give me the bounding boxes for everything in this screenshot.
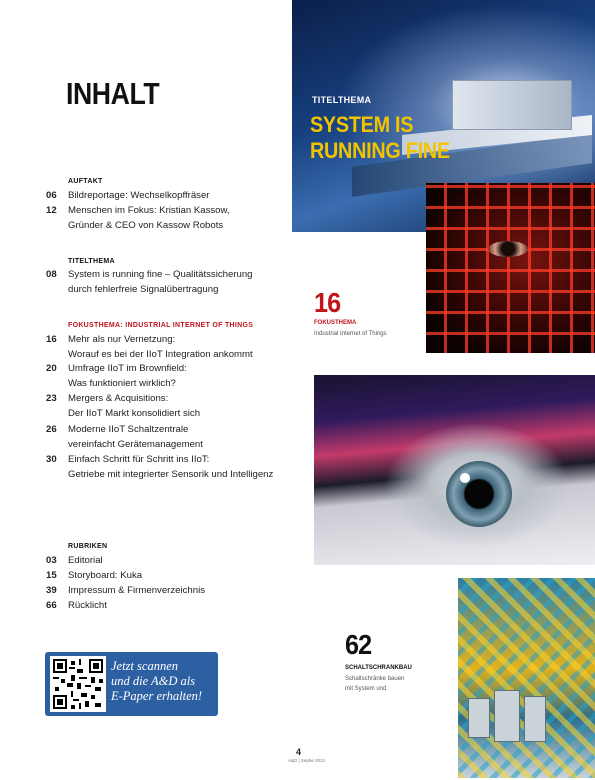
toc-item[interactable] bbox=[46, 554, 296, 569]
control-cabinet-image[interactable] bbox=[458, 578, 595, 778]
cover-headline bbox=[310, 112, 450, 164]
teaser-page-number-schaltschrank[interactable]: 62 bbox=[345, 629, 372, 660]
cabinet-unit bbox=[494, 690, 520, 742]
teaser-label-fokus: FOKUSTHEMA bbox=[314, 320, 357, 326]
toc-item[interactable] bbox=[46, 423, 296, 452]
cover-headline-line2: RUNNING FINE bbox=[310, 138, 450, 163]
toc-item[interactable] bbox=[46, 268, 296, 297]
toc-page-number: 08 bbox=[46, 269, 57, 280]
banner-text bbox=[111, 659, 215, 704]
toc-item-text: Umfrage IIoT im Brownfield: bbox=[68, 363, 187, 374]
toc-item-subtext: Der IIoT Markt konsolidiert sich bbox=[68, 407, 201, 419]
toc-item-text: Menschen im Fokus: Kristian Kassow, bbox=[68, 205, 230, 216]
page-title: INHALT bbox=[66, 76, 160, 111]
toc-page-number: 20 bbox=[46, 363, 57, 374]
toc-item-text: Impressum & Firmenverzeichnis bbox=[68, 585, 206, 596]
cover-machine bbox=[452, 80, 572, 130]
toc-item-subtext: Gründer & CEO von Kassow Robots bbox=[68, 219, 224, 231]
page-number: 4 bbox=[296, 747, 302, 757]
toc-page-number: 15 bbox=[46, 570, 57, 581]
toc-item[interactable] bbox=[46, 189, 296, 204]
section-heading-titelthema: TITELTHEMA bbox=[68, 258, 115, 265]
toc-item[interactable] bbox=[46, 599, 296, 614]
toc-item-text: Moderne IIoT Schaltzentrale bbox=[68, 424, 189, 435]
footer-note: A&D | Sepbe 2021 bbox=[288, 758, 326, 763]
toc-item-subtext: durch fehlerfreie Signalübertragung bbox=[68, 283, 219, 295]
teaser-sub-schaltschrank-2: mit System und bbox=[345, 686, 387, 692]
toc-page-number: 12 bbox=[46, 205, 57, 216]
toc-page-number: 39 bbox=[46, 585, 57, 596]
toc-item[interactable] bbox=[46, 453, 296, 482]
toc-item-text: Storyboard: Kuka bbox=[68, 570, 143, 581]
toc-item-subtext: Worauf es bei der IIoT Integration ankommt bbox=[68, 348, 253, 360]
toc-item-text: Einfach Schritt für Schritt ins IIoT: bbox=[68, 454, 210, 465]
toc-page-number: 23 bbox=[46, 393, 57, 404]
toc-item-subtext: vereinfacht Gerätemanagement bbox=[68, 438, 203, 450]
teaser-sub-schaltschrank-1: Schaltschränke bauen bbox=[345, 676, 405, 682]
eye-highlight bbox=[460, 473, 470, 483]
cabinet-unit bbox=[468, 698, 490, 738]
toc-page-number: 03 bbox=[46, 555, 57, 566]
banner-line2: und die A&D als bbox=[111, 674, 196, 688]
banner-line1: Jetzt scannen bbox=[111, 659, 178, 673]
toc-item-subtext: Getriebe mit integrierter Sensorik und Intelligenz bbox=[68, 468, 274, 480]
section-heading-auftakt: AUFTAKT bbox=[68, 178, 103, 185]
face-eye bbox=[488, 241, 528, 257]
toc-item-text: Editorial bbox=[68, 555, 103, 566]
toc-page-number: 66 bbox=[46, 600, 57, 611]
cover-headline-line1: SYSTEM IS bbox=[310, 112, 414, 137]
toc-item-text: Mergers & Acquisitions: bbox=[68, 393, 169, 404]
toc-item[interactable] bbox=[46, 204, 296, 233]
banner-line3: E-Paper erhalten! bbox=[111, 689, 203, 703]
toc-item[interactable] bbox=[46, 362, 296, 391]
toc-item-text: Rücklicht bbox=[68, 600, 107, 611]
toc-page-number: 16 bbox=[46, 334, 57, 345]
toc-item-text: System is running fine – Qualitätssicherung bbox=[68, 269, 253, 280]
cover-kicker: TITELTHEMA bbox=[312, 95, 372, 105]
face-grid-image[interactable] bbox=[426, 183, 595, 353]
toc-item[interactable] bbox=[46, 333, 296, 362]
teaser-page-number-fokus[interactable]: 16 bbox=[314, 287, 341, 318]
toc-item-text: Bildreportage: Wechselkopffräser bbox=[68, 190, 210, 201]
teaser-label-schaltschrank: SCHALTSCHRANKBAU bbox=[345, 665, 412, 671]
toc-item-subtext: Was funktioniert wirklich? bbox=[68, 377, 176, 389]
toc-item[interactable] bbox=[46, 584, 296, 599]
eye-closeup-image[interactable] bbox=[314, 375, 595, 565]
toc-page-number: 06 bbox=[46, 190, 57, 201]
section-heading-rubriken: RUBRIKEN bbox=[68, 543, 108, 550]
epaper-qr-banner[interactable] bbox=[45, 652, 218, 716]
eye-iris bbox=[446, 461, 512, 527]
toc-item[interactable] bbox=[46, 569, 296, 584]
section-heading-fokusthema: FOKUSTHEMA: INDUSTRIAL INTERNET OF THINGS bbox=[68, 322, 254, 329]
teaser-sub-fokus: Industrial Internet of Things bbox=[314, 331, 387, 337]
toc-item[interactable] bbox=[46, 392, 296, 421]
qr-code-icon[interactable] bbox=[50, 656, 106, 712]
toc-page-number: 30 bbox=[46, 454, 57, 465]
cabinet-unit bbox=[524, 696, 546, 742]
toc-page-number: 26 bbox=[46, 424, 57, 435]
toc-item-text: Mehr als nur Vernetzung: bbox=[68, 334, 176, 345]
